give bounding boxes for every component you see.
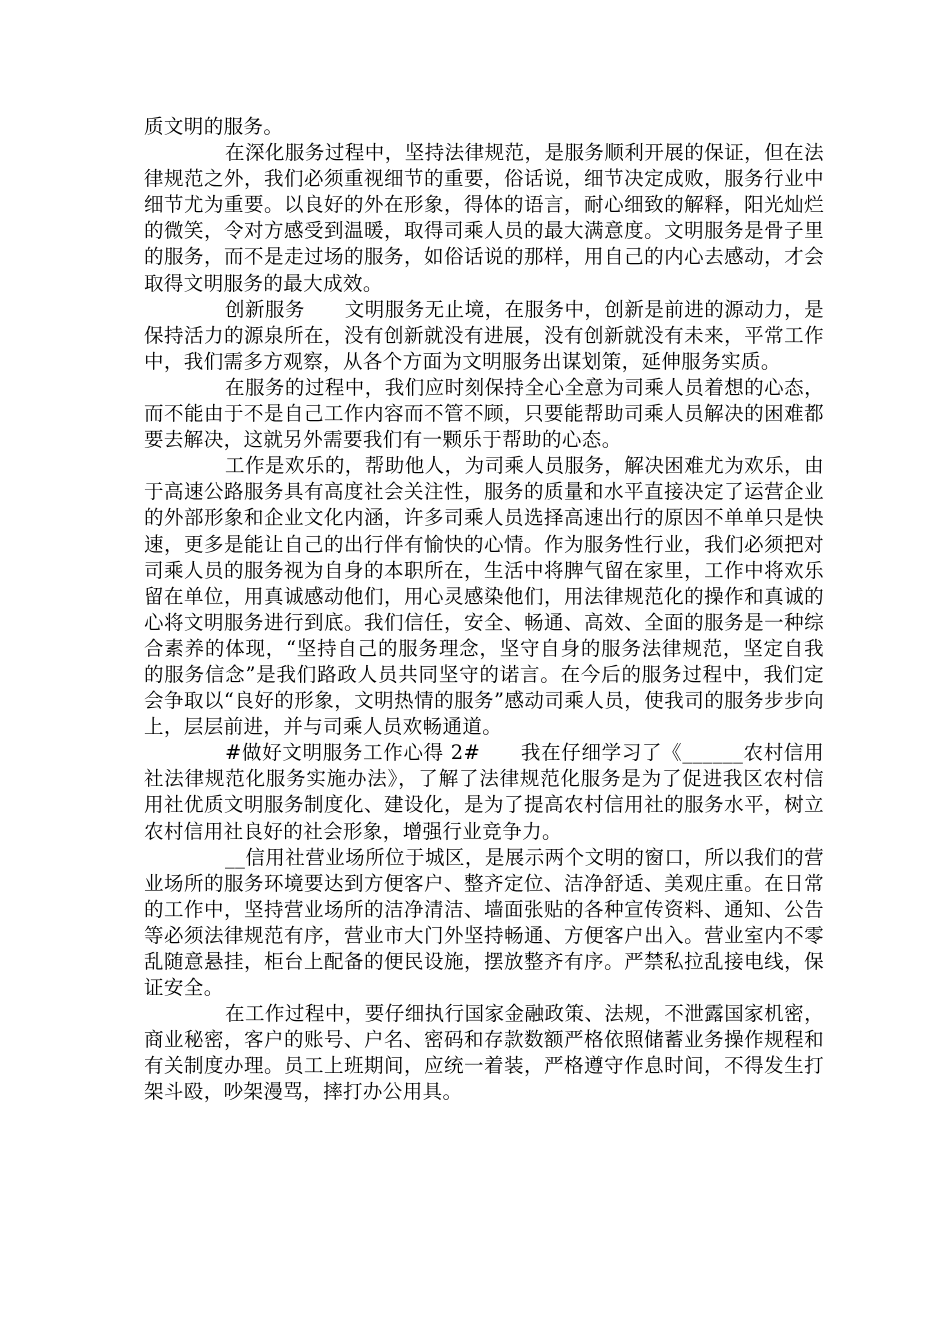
paragraph-5: 工作是欢乐的，帮助他人，为司乘人员服务，解决困难尤为欢乐，由于高速公路服务具有高度社会关注性，服务的质量和水平直接决定了运营企业的外部形象和企业文化内涵，许多司乘人员选择高速出行的原因不单单只是快速，更多是能让自己的出行伴有愉快的心情。作为服务性行业，我们必须把对司乘人员的服务视为自身的本职所在，生活中将脾气留在家里，工作中将欢乐留在单位，用真诚感动他们，用心灵感染他们，用法律规范化的操作和真诚的心将文明服务进行到底。我们信任，安全、畅通、高效、全面的服务是一种综合素养的体现，“坚持自己的服务理念，坚守自身的服务法律规范，坚定自我的服务信念”是我们路政人员共同坚守的诺言。在今后的服务过程中，我们定会争取以“良好的形象，文明热情的服务”感动司乘人员，使我司的服务步步向上，层层前进，并与司乘人员欢畅通道。 bbox=[144, 454, 824, 739]
paragraph-6: #做好文明服务工作心得 2# 我在仔细学习了《______农村信用社法律规范化服务实施办法》，了解了法律规范化服务是为了促进我区农村信用社优质文明服务制度化、建设化，是为了提高农村信用社的服务水平，树立农村信用社良好的社会形象，增强行业竞争力。 bbox=[144, 741, 824, 843]
paragraph-4: 在服务的过程中，我们应时刻保持全心全意为司乘人员着想的心态，而不能由于不是自己工作内容而不管不顾，只要能帮助司乘人员解决的困难都要去解决，这就另外需要我们有一颗乐于帮助的心态。 bbox=[144, 375, 824, 452]
paragraph-7: __信用社营业场所位于城区，是展示两个文明的窗口，所以我们的营业场所的服务环境要达到方便客户、整齐定位、洁净舒适、美观庄重。在日常的工作中，坚持营业场所的洁净清洁、墙面张贴的各种宣传资料、通知、公告等必须法律规范有序，营业市大门外坚持畅通、方便客户出入。营业室内不零乱随意悬挂，柜台上配备的便民设施，摆放整齐有序。严禁私拉乱接电线，保证安全。 bbox=[144, 845, 824, 1000]
paragraph-1: 质文明的服务。 bbox=[144, 115, 284, 138]
paragraph-2: 在深化服务过程中，坚持法律规范，是服务顺利开展的保证，但在法律规范之外，我们必须重视细节的重要，俗话说，细节决定成败，服务行业中细节尤为重要。以良好的外在形象，得体的语言，耐心细致的解释，阳光灿烂的微笑，令对方感受到温暖，取得司乘人员的最大满意度。文明服务是骨子里的服务，而不是走过场的服务，如俗话说的那样，用自己的内心去感动，才会取得文明服务的最大成效。 bbox=[144, 141, 824, 295]
document-body bbox=[144, 114, 824, 1106]
paragraph-8: 在工作过程中，要仔细执行国家金融政策、法规，不泄露国家机密，商业秘密，客户的账号、户名、密码和存款数额严格依照储蓄业务操作规程和有关制度办理。员工上班期间，应统一着装，严格遵守作息时间，不得发生打架斗殴，吵架漫骂，摔打办公用具。 bbox=[144, 1002, 824, 1104]
paragraph-3: 创新服务 文明服务无止境，在服务中，创新是前进的源动力，是保持活力的源泉所在，没有创新就没有进展，没有创新就没有未来，平常工作中，我们需多方观察，从各个方面为文明服务出谋划策，延伸服务实质。 bbox=[144, 297, 824, 373]
